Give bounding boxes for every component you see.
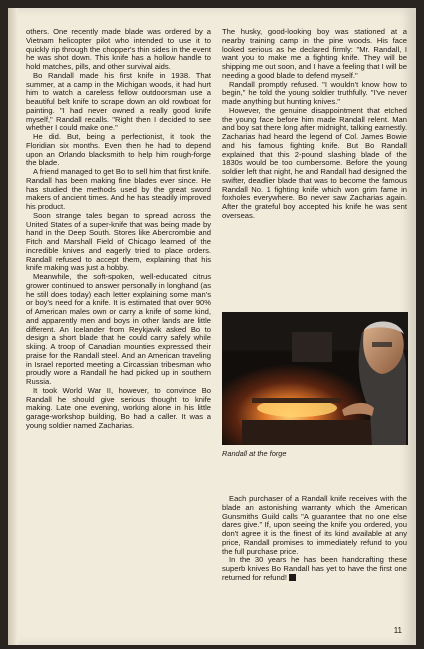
page-spine-shadow — [8, 8, 18, 645]
magazine-page — [8, 8, 416, 645]
paragraph: Bo Randall made his first knife in 1938. That summer, at a camp in the Michigan woods, it had hurt him to watch a careless fellow outdoorsman use a beautiful belt knife to scrape down an old rowboat for painting. "I had never owned a really good knife myself," Randall recalls. "Right then I decided to see whether I could make one." — [26, 70, 211, 133]
paragraph: The husky, good-looking boy was stationed at a nearby training camp in the pine woods. His face looked serious as he declared firmly: "Mr. Randall, I want you to make me a fighting knife. They will be shipping me out soon, and I have a feeling that I will be needing a good blade to defend myself." — [222, 27, 407, 80]
paragraph-text: In the 30 years he has been handcrafting these superb knives Bo Randall has yet to have the first one returned for refund! — [222, 555, 407, 582]
paragraph: A friend managed to get Bo to sell him that first knife. Randall has been making fine blades ever since. He has studied the methods used by the great sword makers of ancient times. And he has steadily improved his product. — [26, 167, 211, 211]
paragraph: It took World War II, however, to convince Bo Randall he should give serious thought to knife making. Late one evening, working alone in his little garage-workshop building, Bo had a caller. It was a young soldier named Zacharias. — [26, 385, 211, 430]
photo-caption: Randall at the forge — [222, 449, 287, 458]
paragraph: He did. But, being a perfectionist, it took the Floridian six months. Even then he had to depend upon an Orlando blacksmith to help him rough-forge the blade. — [26, 132, 211, 168]
paragraph: However, the genuine disappointment that etched the young face before him made Randall relent. Man and boy sat there long after midnight, talking earnestly. Zacharias had heard the legend of Col. James Bowie and his famous fighting knife. But Bo Randall explained that this 2-pound slashing blade of the 1830s would be too cumbersome. Before the young soldier left that night, he and Randall had designed the swifter, deadlier blade that was to become the famous Randall No. 1 fighting knife which won grim fame in foxholes everywhere. Bo never saw Zacharias again. After the grateful boy accepted his knife he was sent overseas. — [222, 105, 407, 220]
right-column-lower — [222, 495, 407, 583]
paragraph: Randall promptly refused. "I wouldn't know how to begin," he told the young soldier truthfully. "I've never made anything but hunting knives." — [222, 79, 407, 106]
end-of-article-mark — [289, 574, 296, 581]
paragraph: others. One recently made blade was ordered by a Vietnam helicopter pilot who intended to use it to quickly rip through the chopper's thin sides in the event he was shot down. This knife has a hollow handle to hold matches, pills, and other survival aids. — [26, 27, 211, 71]
paragraph: Meanwhile, the soft-spoken, well-educated citrus grower continued to answer personally in longhand (as he still does today) each letter explaining some man's or boy's need for a knife. It is estimated that over 90% of American males own or carry a knife of some kind, and apparently men and boys in other lands are little different. An Icelander from Reykjavik asked Bo to design a short blade that he could carry safely while skiing. A troop of Canadian mounties expressed their praise for the Randall steel. And an American traveling in Israel reported meeting a Circassian tribesman who proudly wore a Randall he had picked up in southern Russia. — [26, 272, 211, 386]
paragraph: Each purchaser of a Randall knife receives with the blade an astonishing warranty which the American Gunsmiths Guild calls "A guarantee that no one else dares give." If, upon seeing the knife you ordered, you don't agree it is the finest of its kind available at any price, Randall promises to immediately refund to you the full purchase price. — [222, 494, 407, 556]
left-column — [26, 28, 211, 431]
forge-photo — [222, 312, 408, 445]
paragraph-last — [222, 556, 407, 582]
forge-photo-image — [222, 312, 408, 445]
page-number: 11 — [393, 626, 402, 635]
right-column-upper — [222, 28, 407, 221]
paragraph: Soon strange tales began to spread across the United States of a super-knife that was being made by hand in the Deep South. Stores like Abercrombie and Fitch and Marshall Field of Chicago learned of the incredible knives and eagerly tried to place orders. Randall refused to accept them, explaining that his knife making was just a hobby. — [26, 210, 211, 273]
